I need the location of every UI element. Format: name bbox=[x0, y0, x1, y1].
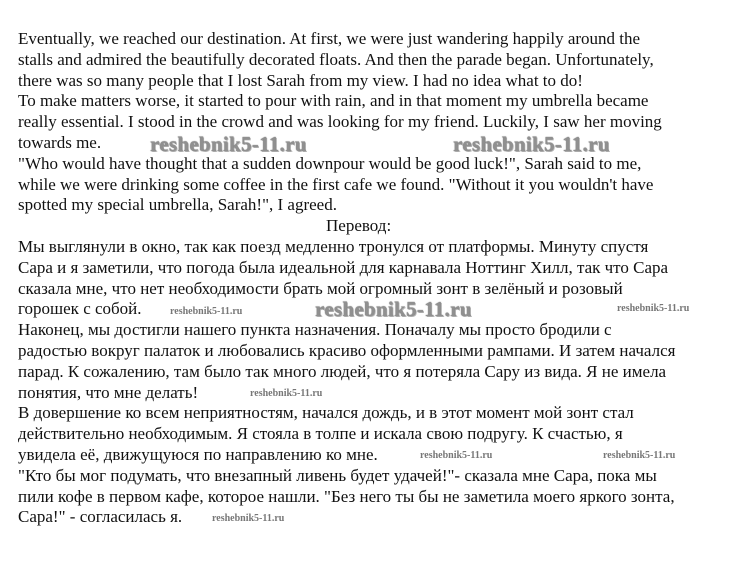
english-line: "Who would have thought that a sudden downpour would be good luck!", Sarah said to me, bbox=[18, 153, 642, 173]
russian-line: увидела её, движущуюся по направлению ко мне. bbox=[18, 444, 378, 464]
russian-line: радостью вокруг палаток и любовались красиво оформленными рампами. И затем начался bbox=[18, 340, 676, 360]
russian-translation bbox=[18, 237, 748, 528]
russian-line: пили кофе в первом кафе, которое нашли. "Без него ты бы не заметила моего яркого зонта, bbox=[18, 486, 675, 506]
russian-line: Сара!" - согласилась я. bbox=[18, 507, 183, 527]
watermark: reshebnik5-11.ru bbox=[250, 388, 323, 399]
russian-line: действительно необходимым. Я стояла в толпе и искала свою подругу. К счастью, я bbox=[18, 424, 623, 444]
watermark: reshebnik5-11.ru bbox=[453, 132, 610, 156]
russian-line: Наконец, мы достигли нашего пункта назначения. Поначалу мы просто бродили с bbox=[18, 320, 612, 340]
russian-line: В довершение ко всем неприятностям, начался дождь, и в этот момент мой зонт стал bbox=[18, 403, 634, 423]
russian-line: понятия, что мне делать! bbox=[18, 382, 199, 402]
watermark: reshebnik5-11.ru bbox=[170, 306, 243, 317]
watermark: reshebnik5-11.ru bbox=[420, 450, 493, 461]
english-line: stalls and admired the beautifully decorated floats. And then the parade began. Unfortunately, bbox=[18, 49, 654, 69]
english-line: there was so many people that I lost Sarah from my view. I had no idea what to do! bbox=[18, 70, 583, 90]
russian-line: сказала мне, что нет необходимости брать мой огромный зонт в зелёный и розовый bbox=[18, 278, 623, 298]
translation-heading: Перевод: bbox=[326, 216, 392, 236]
english-line: while we were drinking some coffee in the first cafe we found. "Without it you wouldn't have bbox=[18, 174, 654, 194]
english-line: To make matters worse, it started to pour with rain, and in that moment my umbrella became bbox=[18, 91, 649, 111]
russian-line: горошек с собой. bbox=[18, 299, 142, 319]
russian-line: Мы выглянули в окно, так как поезд медленно тронулся от платформы. Минуту спустя bbox=[18, 236, 649, 256]
english-line: really essential. I stood in the crowd and was looking for my friend. Luckily, I saw her moving bbox=[18, 112, 662, 132]
watermark: reshebnik5-11.ru bbox=[315, 297, 472, 321]
watermark: reshebnik5-11.ru bbox=[212, 513, 285, 524]
watermark: reshebnik5-11.ru bbox=[150, 132, 307, 156]
russian-line: парад. К сожалению, там было так много людей, что я потеряла Сару из вида. Я не имела bbox=[18, 361, 667, 381]
watermark: reshebnik5-11.ru bbox=[603, 450, 676, 461]
english-line: towards me. bbox=[18, 132, 102, 152]
russian-line: Сара и я заметили, что погода была идеальной для карнавала Ноттинг Хилл, так что Сара bbox=[18, 257, 669, 277]
watermark: reshebnik5-11.ru bbox=[617, 303, 690, 314]
english-text bbox=[18, 29, 748, 216]
english-line: Eventually, we reached our destination. At first, we were just wandering happily around the bbox=[18, 29, 641, 48]
russian-line: "Кто бы мог подумать, что внезапный ливень будет удачей!"- сказала мне Сара, пока мы bbox=[18, 465, 657, 485]
english-line: spotted my special umbrella, Sarah!", I agreed. bbox=[18, 195, 337, 215]
